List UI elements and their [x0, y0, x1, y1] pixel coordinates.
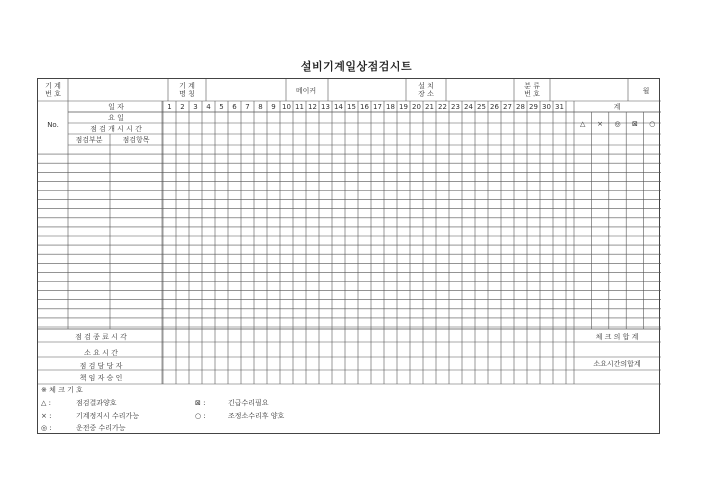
class-no-label: 분 류 번 호: [524, 82, 540, 98]
day-number: 28: [516, 103, 525, 111]
legend-heading: ※ 체 크 기 호: [41, 386, 83, 394]
day-number: 10: [282, 103, 291, 111]
legend-text-good: 점검결과양호: [76, 399, 117, 407]
day-number: 3: [193, 103, 198, 111]
day-number: 2: [180, 103, 185, 111]
symbol-header: ⊠: [631, 120, 638, 128]
legend-text-stop: 기계정지시 수리가능: [76, 412, 140, 420]
day-number: 14: [334, 103, 343, 111]
day-number: 9: [271, 103, 276, 111]
day-number: 30: [542, 103, 551, 111]
part-label: 점검부분: [75, 136, 103, 144]
legend-symbol-stop: × :: [41, 412, 52, 420]
day-number: 5: [219, 103, 224, 111]
legend-text-urgent: 긴급수리필요: [228, 399, 269, 407]
day-number: 26: [490, 103, 499, 111]
symbol-header: △: [580, 120, 586, 128]
day-number: 8: [258, 103, 263, 111]
machine-name-label: 기 계 명 칭: [179, 82, 195, 98]
legend-symbol-running: ◎ :: [41, 424, 52, 432]
day-number: 24: [464, 103, 473, 111]
day-number: 4: [206, 103, 211, 111]
day-number: 22: [438, 103, 447, 111]
day-number: 21: [425, 103, 434, 111]
legend-text-adjust: 조정소수리후 양호: [228, 412, 285, 420]
day-number: 19: [399, 103, 408, 111]
end-time-label: 점 검 종 료 시 각: [75, 333, 127, 341]
date-label: 일 자: [108, 103, 124, 111]
duration-label: 소 요 시 간: [84, 349, 118, 357]
day-number: 6: [232, 103, 237, 111]
symbol-header: ◎: [614, 120, 621, 128]
check-total-label: 체 크 의 합 계: [595, 333, 639, 341]
legend-symbol-urgent: ⊠ :: [195, 399, 206, 407]
month-label: 월: [642, 87, 650, 95]
symbol-header: ×: [597, 120, 604, 128]
sheet-title: 설비기계일상점검시트: [300, 60, 413, 73]
approver-label: 책 임 자 승 인: [79, 374, 123, 382]
day-number: 17: [373, 103, 382, 111]
day-number: 29: [529, 103, 538, 111]
weekday-label: 요 일: [108, 114, 124, 122]
item-label: 점검항목: [122, 136, 150, 144]
day-number: 23: [451, 103, 460, 111]
day-number: 18: [386, 103, 395, 111]
day-number: 27: [503, 103, 512, 111]
day-number: 31: [555, 103, 564, 111]
legend-symbol-adjust: ○ :: [195, 412, 206, 420]
day-number: 1: [167, 103, 172, 111]
maker-label: 메이커: [295, 87, 317, 95]
day-number: 16: [360, 103, 369, 111]
no-label: No.: [47, 121, 59, 129]
inspection-sheet: [37, 78, 660, 434]
total-label: 계: [613, 103, 621, 111]
legend-text-running: 운전중 수리가능: [76, 424, 126, 432]
start-time-label: 점 검 개 시 시 간: [90, 125, 142, 133]
day-number: 13: [321, 103, 330, 111]
inspector-label: 점 검 담 당 자: [79, 362, 123, 370]
day-number: 7: [245, 103, 250, 111]
day-number: 12: [308, 103, 317, 111]
duration-total-label: 소요시간의합계: [593, 360, 641, 368]
day-number: 20: [412, 103, 421, 111]
location-label: 설 치 장 소: [418, 82, 434, 98]
machine-no-label: 기 계 번 호: [45, 82, 61, 98]
day-number: 11: [295, 103, 304, 111]
day-number: 15: [347, 103, 356, 111]
legend-symbol-good: △ :: [41, 399, 51, 407]
day-number: 25: [477, 103, 486, 111]
symbol-header: ○: [649, 120, 656, 128]
